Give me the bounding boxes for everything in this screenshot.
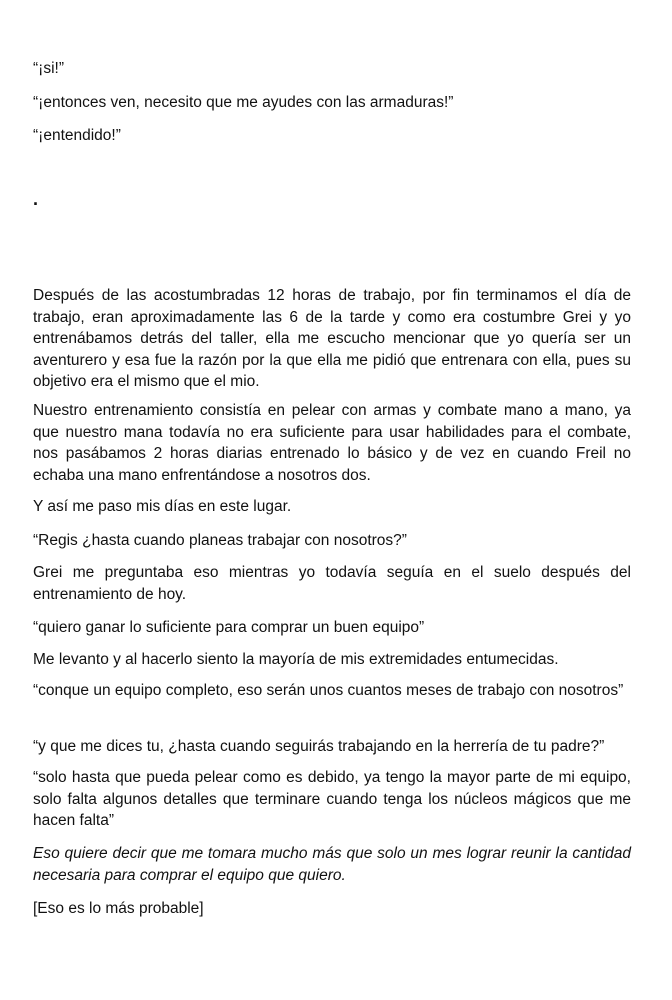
paragraph: “solo hasta que pueda pelear como es debido, ya tengo la mayor parte de mi equipo, solo falta algunos detalles que terminare cuando tenga los núcleos mágicos que me hacen falta”: [33, 769, 631, 829]
section-separator: .: [33, 189, 39, 209]
paragraph: “Regis ¿hasta cuando planeas trabajar con nosotros?”: [33, 532, 407, 549]
paragraph: Nuestro entrenamiento consistía en pelear con armas y combate mano a mano, ya que nuestro mana todavía no era suficiente para usar habilidades para el combate, nos pasábamos 2 horas diarias entrenado lo básico y de vez en cuando Freil no echaba una mano enfrentándose a nosotros dos.: [33, 402, 631, 484]
paragraph: “conque un equipo completo, eso serán unos cuantos meses de trabajo con nosotros”: [33, 682, 624, 699]
paragraph: [Eso es lo más probable]: [33, 900, 204, 917]
paragraph: Grei me preguntaba eso mientras yo todavía seguía en el suelo después del entrenamiento de hoy.: [33, 564, 631, 603]
dialogue-line: “¡si!”: [33, 60, 64, 77]
paragraph: Y así me paso mis días en este lugar.: [33, 498, 292, 515]
paragraph-italic: Eso quiere decir que me tomara mucho más que solo un mes lograr reunir la cantidad necesaria para comprar el equipo que quiero.: [33, 845, 631, 884]
paragraph: “y que me dices tu, ¿hasta cuando seguirás trabajando en la herrería de tu padre?”: [33, 738, 605, 755]
paragraph: “quiero ganar lo suficiente para comprar un buen equipo”: [33, 619, 425, 636]
dialogue-line: “¡entendido!”: [33, 127, 121, 144]
paragraph: Después de las acostumbradas 12 horas de trabajo, por fin terminamos el día de trabajo, eran aproximadamente las 6 de la tarde y como era costumbre Grei y yo entrenábamos detrás del taller, ella me escucho mencionar que yo quería ser un aventurero y esa fue la razón por la que ella me pidió que entrenara con ella, pues su objetivo era el mismo que el mio.: [33, 287, 631, 390]
dialogue-line: “¡entonces ven, necesito que me ayudes con las armaduras!”: [33, 94, 454, 111]
paragraph: Me levanto y al hacerlo siento la mayoría de mis extremidades entumecidas.: [33, 651, 559, 668]
